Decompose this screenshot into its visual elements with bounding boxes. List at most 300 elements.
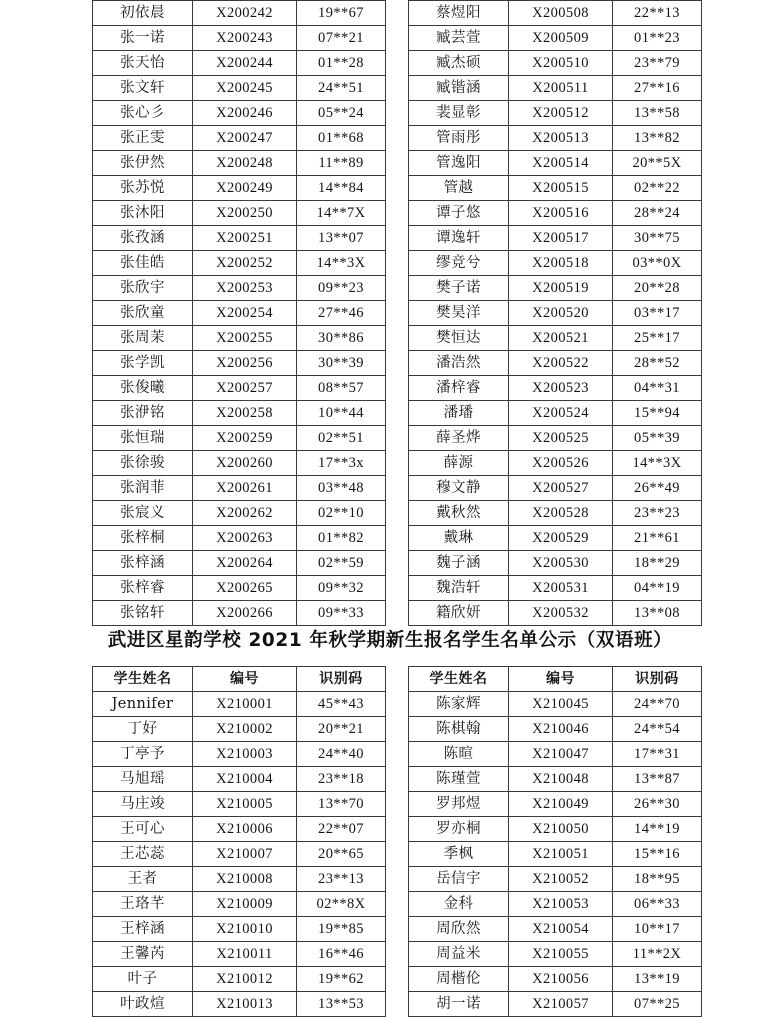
cell-number: X200511 bbox=[509, 76, 613, 101]
table-row bbox=[93, 451, 386, 476]
table-row bbox=[409, 1, 702, 26]
table-row bbox=[93, 792, 386, 817]
cell-identification-code: 02**8X bbox=[297, 892, 386, 917]
cell-student-name: 陈棋翰 bbox=[409, 717, 509, 742]
cell-student-name: 周益米 bbox=[409, 942, 509, 967]
cell-student-name: 陈瑾萱 bbox=[409, 767, 509, 792]
table-row bbox=[409, 526, 702, 551]
cell-number: X200513 bbox=[509, 126, 613, 151]
table-row bbox=[409, 817, 702, 842]
cell-number: X210009 bbox=[193, 892, 297, 917]
roster-table-body bbox=[409, 1, 702, 626]
cell-student-name: 初依晨 bbox=[93, 1, 193, 26]
roster-table-header bbox=[409, 667, 702, 692]
cell-student-name: 张梓桐 bbox=[93, 526, 193, 551]
cell-student-name: 张天怡 bbox=[93, 51, 193, 76]
table-row bbox=[409, 551, 702, 576]
cell-identification-code: 09**23 bbox=[297, 276, 386, 301]
cell-identification-code: 28**24 bbox=[613, 201, 702, 226]
cell-student-name: 王馨芮 bbox=[93, 942, 193, 967]
cell-identification-code: 16**46 bbox=[297, 942, 386, 967]
cell-number: X200531 bbox=[509, 576, 613, 601]
cell-identification-code: 45**43 bbox=[297, 692, 386, 717]
table-row bbox=[409, 151, 702, 176]
cell-identification-code: 09**32 bbox=[297, 576, 386, 601]
cell-student-name: 张心彡 bbox=[93, 101, 193, 126]
cell-identification-code: 04**31 bbox=[613, 376, 702, 401]
cell-identification-code: 21**61 bbox=[613, 526, 702, 551]
cell-student-name: 马旭瑶 bbox=[93, 767, 193, 792]
table-row bbox=[93, 151, 386, 176]
cell-number: X200519 bbox=[509, 276, 613, 301]
table-row bbox=[93, 942, 386, 967]
cell-number: X200508 bbox=[509, 1, 613, 26]
cell-student-name: 戴琳 bbox=[409, 526, 509, 551]
cell-student-name: 丁亭予 bbox=[93, 742, 193, 767]
table-row bbox=[93, 842, 386, 867]
cell-identification-code: 05**24 bbox=[297, 101, 386, 126]
table-row bbox=[93, 301, 386, 326]
cell-student-name: 胡一诺 bbox=[409, 992, 509, 1017]
cell-student-name: 陈暄 bbox=[409, 742, 509, 767]
table-row bbox=[409, 76, 702, 101]
table-row bbox=[93, 742, 386, 767]
cell-identification-code: 17**3x bbox=[297, 451, 386, 476]
table-row bbox=[93, 692, 386, 717]
cell-student-name: 马庄竣 bbox=[93, 792, 193, 817]
cell-student-name: 张俊曦 bbox=[93, 376, 193, 401]
cell-number: X210045 bbox=[509, 692, 613, 717]
table-row bbox=[93, 1, 386, 26]
cell-student-name: 蔡煜阳 bbox=[409, 1, 509, 26]
cell-student-name: 罗邦煜 bbox=[409, 792, 509, 817]
cell-identification-code: 07**25 bbox=[613, 992, 702, 1017]
cell-identification-code: 30**86 bbox=[297, 326, 386, 351]
cell-number: X200262 bbox=[193, 501, 297, 526]
cell-student-name: 张苏悦 bbox=[93, 176, 193, 201]
cell-number: X210012 bbox=[193, 967, 297, 992]
table-row bbox=[93, 917, 386, 942]
cell-number: X200516 bbox=[509, 201, 613, 226]
table-row bbox=[93, 992, 386, 1017]
cell-identification-code: 20**21 bbox=[297, 717, 386, 742]
cell-identification-code: 24**40 bbox=[297, 742, 386, 767]
cell-student-name: 叶政煊 bbox=[93, 992, 193, 1017]
table-row bbox=[93, 26, 386, 51]
cell-student-name: 谭子悠 bbox=[409, 201, 509, 226]
cell-identification-code: 20**65 bbox=[297, 842, 386, 867]
cell-identification-code: 13**08 bbox=[613, 601, 702, 626]
cell-number: X210053 bbox=[509, 892, 613, 917]
cell-student-name: 张佳皓 bbox=[93, 251, 193, 276]
roster-table-body bbox=[93, 1, 386, 626]
cell-number: X200249 bbox=[193, 176, 297, 201]
roster-table-pair-bottom bbox=[0, 666, 780, 1017]
table-row bbox=[409, 26, 702, 51]
cell-number: X210055 bbox=[509, 942, 613, 967]
cell-student-name: 罗亦桐 bbox=[409, 817, 509, 842]
table-row bbox=[409, 276, 702, 301]
table-row bbox=[409, 451, 702, 476]
cell-number: X210049 bbox=[509, 792, 613, 817]
cell-identification-code: 27**16 bbox=[613, 76, 702, 101]
cell-identification-code: 02**51 bbox=[297, 426, 386, 451]
cell-number: X200532 bbox=[509, 601, 613, 626]
column-header-identification-code: 识别码 bbox=[297, 667, 386, 692]
cell-number: X200259 bbox=[193, 426, 297, 451]
cell-number: X200263 bbox=[193, 526, 297, 551]
cell-student-name: 张一诺 bbox=[93, 26, 193, 51]
cell-identification-code: 11**2X bbox=[613, 942, 702, 967]
table-row bbox=[409, 301, 702, 326]
cell-number: X210052 bbox=[509, 867, 613, 892]
table-row bbox=[409, 767, 702, 792]
cell-student-name: 叶子 bbox=[93, 967, 193, 992]
cell-number: X200520 bbox=[509, 301, 613, 326]
cell-number: X200244 bbox=[193, 51, 297, 76]
cell-identification-code: 09**33 bbox=[297, 601, 386, 626]
cell-identification-code: 10**17 bbox=[613, 917, 702, 942]
cell-identification-code: 19**85 bbox=[297, 917, 386, 942]
cell-number: X200245 bbox=[193, 76, 297, 101]
cell-identification-code: 03**48 bbox=[297, 476, 386, 501]
cell-identification-code: 24**54 bbox=[613, 717, 702, 742]
roster-table-bottom-right bbox=[408, 666, 702, 1017]
cell-identification-code: 13**82 bbox=[613, 126, 702, 151]
cell-student-name: 臧芸萱 bbox=[409, 26, 509, 51]
table-row bbox=[93, 767, 386, 792]
cell-number: X210007 bbox=[193, 842, 297, 867]
cell-student-name: 戴秋然 bbox=[409, 501, 509, 526]
cell-student-name: 张学凯 bbox=[93, 351, 193, 376]
cell-identification-code: 14**7X bbox=[297, 201, 386, 226]
cell-student-name: 张文轩 bbox=[93, 76, 193, 101]
table-row bbox=[93, 551, 386, 576]
cell-identification-code: 22**07 bbox=[297, 817, 386, 842]
cell-identification-code: 07**21 bbox=[297, 26, 386, 51]
cell-number: X210057 bbox=[509, 992, 613, 1017]
cell-identification-code: 26**49 bbox=[613, 476, 702, 501]
cell-student-name: Jennifer bbox=[93, 692, 193, 717]
roster-table-header bbox=[93, 667, 386, 692]
cell-number: X200254 bbox=[193, 301, 297, 326]
table-row bbox=[93, 526, 386, 551]
cell-identification-code: 19**62 bbox=[297, 967, 386, 992]
table-row bbox=[93, 201, 386, 226]
cell-student-name: 薛圣烨 bbox=[409, 426, 509, 451]
table-row bbox=[93, 867, 386, 892]
cell-student-name: 张宸义 bbox=[93, 501, 193, 526]
table-row bbox=[409, 942, 702, 967]
cell-identification-code: 17**31 bbox=[613, 742, 702, 767]
cell-number: X210010 bbox=[193, 917, 297, 942]
cell-identification-code: 20**28 bbox=[613, 276, 702, 301]
cell-student-name: 臧杰硕 bbox=[409, 51, 509, 76]
cell-number: X210011 bbox=[193, 942, 297, 967]
cell-student-name: 丁好 bbox=[93, 717, 193, 742]
table-row bbox=[93, 717, 386, 742]
cell-number: X200246 bbox=[193, 101, 297, 126]
cell-number: X210008 bbox=[193, 867, 297, 892]
header-row bbox=[409, 667, 702, 692]
table-row bbox=[409, 892, 702, 917]
cell-identification-code: 10**44 bbox=[297, 401, 386, 426]
cell-student-name: 张润菲 bbox=[93, 476, 193, 501]
cell-identification-code: 20**5X bbox=[613, 151, 702, 176]
table-row bbox=[93, 126, 386, 151]
cell-identification-code: 14**19 bbox=[613, 817, 702, 842]
table-row bbox=[409, 842, 702, 867]
table-row bbox=[93, 601, 386, 626]
cell-number: X210051 bbox=[509, 842, 613, 867]
cell-identification-code: 01**23 bbox=[613, 26, 702, 51]
cell-student-name: 籍欣妍 bbox=[409, 601, 509, 626]
cell-number: X210001 bbox=[193, 692, 297, 717]
table-row bbox=[409, 717, 702, 742]
cell-number: X210046 bbox=[509, 717, 613, 742]
table-row bbox=[409, 867, 702, 892]
cell-identification-code: 15**16 bbox=[613, 842, 702, 867]
cell-identification-code: 30**75 bbox=[613, 226, 702, 251]
roster-section-bilingual bbox=[0, 630, 780, 1017]
cell-student-name: 张洢铭 bbox=[93, 401, 193, 426]
cell-number: X200252 bbox=[193, 251, 297, 276]
cell-identification-code: 13**58 bbox=[613, 101, 702, 126]
cell-number: X200247 bbox=[193, 126, 297, 151]
cell-identification-code: 13**87 bbox=[613, 767, 702, 792]
cell-number: X200253 bbox=[193, 276, 297, 301]
cell-number: X210006 bbox=[193, 817, 297, 842]
cell-identification-code: 13**53 bbox=[297, 992, 386, 1017]
table-row bbox=[93, 101, 386, 126]
table-row bbox=[409, 251, 702, 276]
table-row bbox=[409, 917, 702, 942]
cell-identification-code: 19**67 bbox=[297, 1, 386, 26]
cell-identification-code: 08**57 bbox=[297, 376, 386, 401]
table-row bbox=[93, 251, 386, 276]
cell-number: X210050 bbox=[509, 817, 613, 842]
cell-number: X200512 bbox=[509, 101, 613, 126]
table-row bbox=[409, 376, 702, 401]
cell-identification-code: 22**13 bbox=[613, 1, 702, 26]
cell-student-name: 薛源 bbox=[409, 451, 509, 476]
cell-student-name: 王梓涵 bbox=[93, 917, 193, 942]
cell-identification-code: 01**82 bbox=[297, 526, 386, 551]
table-row bbox=[409, 201, 702, 226]
cell-student-name: 王可心 bbox=[93, 817, 193, 842]
cell-number: X210003 bbox=[193, 742, 297, 767]
table-row bbox=[93, 326, 386, 351]
roster-table-body bbox=[409, 692, 702, 1017]
table-row bbox=[409, 992, 702, 1017]
cell-student-name: 周欣然 bbox=[409, 917, 509, 942]
cell-student-name: 张恒瑞 bbox=[93, 426, 193, 451]
header-row bbox=[93, 667, 386, 692]
cell-student-name: 王者 bbox=[93, 867, 193, 892]
cell-identification-code: 26**30 bbox=[613, 792, 702, 817]
cell-identification-code: 14**3X bbox=[613, 451, 702, 476]
cell-identification-code: 28**52 bbox=[613, 351, 702, 376]
cell-number: X200529 bbox=[509, 526, 613, 551]
table-row bbox=[409, 576, 702, 601]
cell-student-name: 潘浩然 bbox=[409, 351, 509, 376]
cell-number: X200255 bbox=[193, 326, 297, 351]
cell-identification-code: 14**84 bbox=[297, 176, 386, 201]
cell-number: X210054 bbox=[509, 917, 613, 942]
table-row bbox=[93, 376, 386, 401]
cell-number: X200530 bbox=[509, 551, 613, 576]
cell-number: X200256 bbox=[193, 351, 297, 376]
cell-number: X200509 bbox=[509, 26, 613, 51]
cell-student-name: 臧锴涵 bbox=[409, 76, 509, 101]
cell-student-name: 潘璠 bbox=[409, 401, 509, 426]
cell-student-name: 张徐骏 bbox=[93, 451, 193, 476]
cell-student-name: 张正雯 bbox=[93, 126, 193, 151]
cell-student-name: 王芯蕊 bbox=[93, 842, 193, 867]
column-header-student-name: 学生姓名 bbox=[409, 667, 509, 692]
cell-student-name: 张铭轩 bbox=[93, 601, 193, 626]
cell-student-name: 魏浩轩 bbox=[409, 576, 509, 601]
table-row bbox=[409, 226, 702, 251]
cell-identification-code: 06**33 bbox=[613, 892, 702, 917]
cell-student-name: 樊子诺 bbox=[409, 276, 509, 301]
cell-number: X200258 bbox=[193, 401, 297, 426]
cell-number: X210005 bbox=[193, 792, 297, 817]
table-row bbox=[93, 226, 386, 251]
cell-identification-code: 05**39 bbox=[613, 426, 702, 451]
cell-student-name: 谭逸轩 bbox=[409, 226, 509, 251]
cell-number: X200265 bbox=[193, 576, 297, 601]
cell-student-name: 裴显彰 bbox=[409, 101, 509, 126]
cell-number: X200518 bbox=[509, 251, 613, 276]
cell-number: X200522 bbox=[509, 351, 613, 376]
cell-student-name: 潘梓睿 bbox=[409, 376, 509, 401]
table-row bbox=[409, 742, 702, 767]
table-row bbox=[409, 401, 702, 426]
cell-identification-code: 03**17 bbox=[613, 301, 702, 326]
table-row bbox=[93, 476, 386, 501]
table-row bbox=[409, 792, 702, 817]
table-row bbox=[93, 176, 386, 201]
table-row bbox=[409, 692, 702, 717]
table-row bbox=[93, 76, 386, 101]
cell-identification-code: 24**70 bbox=[613, 692, 702, 717]
cell-identification-code: 23**13 bbox=[297, 867, 386, 892]
cell-number: X200521 bbox=[509, 326, 613, 351]
cell-student-name: 缪竞兮 bbox=[409, 251, 509, 276]
roster-table-body bbox=[93, 692, 386, 1017]
cell-number: X210056 bbox=[509, 967, 613, 992]
cell-student-name: 张沐阳 bbox=[93, 201, 193, 226]
cell-student-name: 管越 bbox=[409, 176, 509, 201]
cell-number: X200517 bbox=[509, 226, 613, 251]
cell-identification-code: 18**29 bbox=[613, 551, 702, 576]
cell-identification-code: 23**18 bbox=[297, 767, 386, 792]
table-row bbox=[409, 426, 702, 451]
cell-number: X200525 bbox=[509, 426, 613, 451]
cell-identification-code: 27**46 bbox=[297, 301, 386, 326]
cell-identification-code: 02**10 bbox=[297, 501, 386, 526]
column-header-number: 编号 bbox=[509, 667, 613, 692]
cell-student-name: 管雨彤 bbox=[409, 126, 509, 151]
table-row bbox=[93, 967, 386, 992]
cell-number: X200250 bbox=[193, 201, 297, 226]
cell-number: X200243 bbox=[193, 26, 297, 51]
cell-number: X200257 bbox=[193, 376, 297, 401]
table-row bbox=[93, 892, 386, 917]
cell-identification-code: 23**23 bbox=[613, 501, 702, 526]
table-row bbox=[93, 576, 386, 601]
table-row bbox=[409, 601, 702, 626]
cell-number: X200527 bbox=[509, 476, 613, 501]
cell-number: X200266 bbox=[193, 601, 297, 626]
table-row bbox=[93, 276, 386, 301]
cell-student-name: 管逸阳 bbox=[409, 151, 509, 176]
cell-number: X200260 bbox=[193, 451, 297, 476]
table-row bbox=[93, 426, 386, 451]
cell-number: X200264 bbox=[193, 551, 297, 576]
cell-identification-code: 13**19 bbox=[613, 967, 702, 992]
cell-identification-code: 01**68 bbox=[297, 126, 386, 151]
page-title: 武进区星韵学校 2021 年秋学期新生报名学生名单公示（双语班） bbox=[107, 630, 673, 651]
cell-identification-code: 14**3X bbox=[297, 251, 386, 276]
cell-student-name: 金科 bbox=[409, 892, 509, 917]
cell-student-name: 岳信宇 bbox=[409, 867, 509, 892]
table-row bbox=[409, 101, 702, 126]
column-header-student-name: 学生姓名 bbox=[93, 667, 193, 692]
table-row bbox=[409, 126, 702, 151]
cell-identification-code: 30**39 bbox=[297, 351, 386, 376]
cell-student-name: 周楷伦 bbox=[409, 967, 509, 992]
cell-identification-code: 23**79 bbox=[613, 51, 702, 76]
cell-student-name: 王珞芊 bbox=[93, 892, 193, 917]
cell-number: X200526 bbox=[509, 451, 613, 476]
column-header-identification-code: 识别码 bbox=[613, 667, 702, 692]
cell-identification-code: 01**28 bbox=[297, 51, 386, 76]
cell-identification-code: 02**22 bbox=[613, 176, 702, 201]
table-row bbox=[409, 476, 702, 501]
cell-number: X200510 bbox=[509, 51, 613, 76]
table-row bbox=[93, 501, 386, 526]
cell-student-name: 张梓涵 bbox=[93, 551, 193, 576]
cell-number: X210013 bbox=[193, 992, 297, 1017]
cell-student-name: 樊昊洋 bbox=[409, 301, 509, 326]
cell-number: X210047 bbox=[509, 742, 613, 767]
cell-student-name: 季枫 bbox=[409, 842, 509, 867]
cell-number: X200523 bbox=[509, 376, 613, 401]
cell-student-name: 魏子涵 bbox=[409, 551, 509, 576]
cell-student-name: 张孜涵 bbox=[93, 226, 193, 251]
cell-number: X200514 bbox=[509, 151, 613, 176]
cell-number: X200515 bbox=[509, 176, 613, 201]
cell-identification-code: 02**59 bbox=[297, 551, 386, 576]
cell-identification-code: 13**07 bbox=[297, 226, 386, 251]
cell-number: X200251 bbox=[193, 226, 297, 251]
cell-student-name: 穆文静 bbox=[409, 476, 509, 501]
cell-number: X200528 bbox=[509, 501, 613, 526]
cell-identification-code: 11**89 bbox=[297, 151, 386, 176]
table-row bbox=[93, 401, 386, 426]
cell-number: X210002 bbox=[193, 717, 297, 742]
cell-number: X210048 bbox=[509, 767, 613, 792]
cell-student-name: 张欣童 bbox=[93, 301, 193, 326]
table-row bbox=[409, 351, 702, 376]
table-row bbox=[409, 326, 702, 351]
cell-student-name: 张周茉 bbox=[93, 326, 193, 351]
cell-student-name: 樊恒达 bbox=[409, 326, 509, 351]
cell-identification-code: 03**0X bbox=[613, 251, 702, 276]
table-row bbox=[409, 176, 702, 201]
